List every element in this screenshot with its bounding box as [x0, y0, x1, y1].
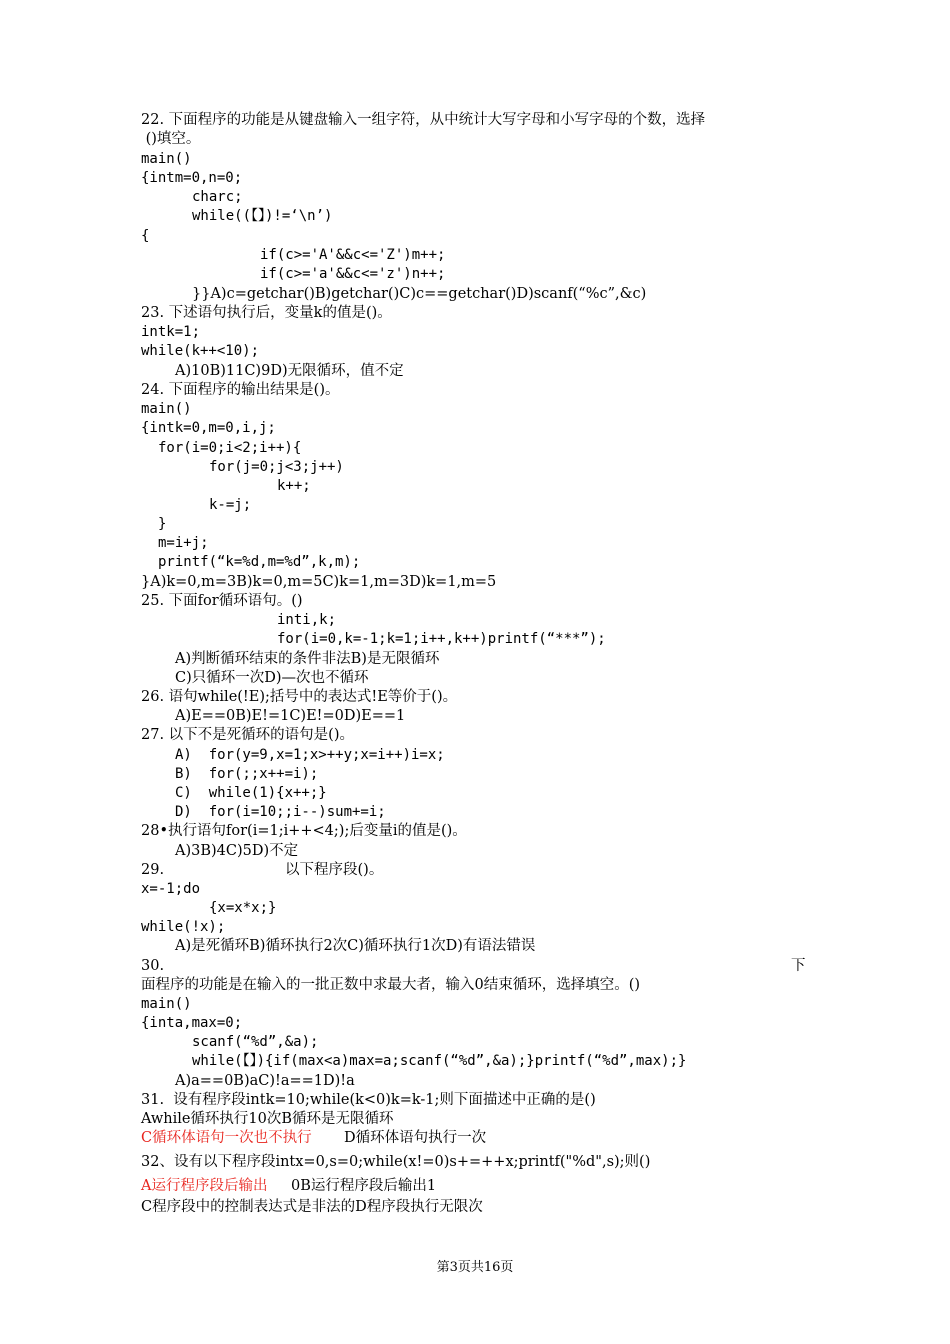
q31-options-ab: Awhile循环执行10次B循环是无限循环 [141, 1111, 394, 1127]
q32-option-b: 0B运行程序段后输出1 [291, 1178, 437, 1194]
q27-option-d: D) for(i=10;;i--)sum+=i; [175, 804, 386, 820]
code-line: if(c>='a'&&c<='z')n++; [260, 266, 446, 282]
code-line: { [141, 228, 150, 244]
q27-option-c: C) while(1){x++;} [175, 785, 327, 801]
q23-options: A)10B)11C)9D)无限循环，值不定 [175, 363, 404, 379]
code-line: inti,k; [277, 612, 337, 628]
q26-stem: 26. 语句while(!E);括号中的表达式!E等价于()。 [141, 689, 458, 705]
code-line: for(i=0;i<2;i++){ [158, 440, 302, 456]
q31-option-c: C循环体语句一次也不执行 [141, 1130, 312, 1146]
code-line: for(i=0,k=-1;k=1;i++,k++)printf(“***”); [277, 631, 606, 647]
code-line: main() [141, 996, 192, 1012]
code-line: for(j=0;j<3;j++) [209, 459, 344, 475]
code-line: printf(“k=%d,m=%d”,k,m); [158, 554, 361, 570]
code-line: {inta,max=0; [141, 1015, 243, 1031]
q27-option-a: A) for(y=9,x=1;x>++y;x=i++)i=x; [175, 747, 445, 763]
q25-options: C)只循环一次D)—次也不循环 [175, 670, 369, 686]
code-line: {intk=0,m=0,i,j; [141, 420, 276, 436]
q27-stem: 27. 以下不是死循环的语句是()。 [141, 727, 354, 743]
code-line: scanf(“%d”,&a); [192, 1034, 319, 1050]
q28-options: A)3B)4C)5D)不定 [175, 843, 299, 859]
q28-stem: 28•执行语句for(i=1;i++<4;);后变量i的值是()。 [141, 823, 467, 839]
code-line: main() [141, 151, 192, 167]
q22-stem: 22. 下面程序的功能是从键盘输入一组字符，从中统计大写字母和小写字母的个数，选择 [141, 112, 706, 128]
q24-stem: 24. 下面程序的输出结果是()。 [141, 382, 340, 398]
q30-stem: 面程序的功能是在输入的一批正数中求最大者，输入0结束循环，选择填空。() [141, 977, 641, 993]
q31-stem: 31. 设有程序段intk=10;while(k<0)k=k-1;则下面描述中正确的是() [141, 1092, 596, 1108]
q22-stem-cont: ()填空。 [141, 131, 201, 147]
q30-stem-first-char: 下 [791, 958, 806, 974]
code-line: while(!x); [141, 919, 226, 935]
code-line: x=-1;do [141, 881, 201, 897]
q31-option-d: D循环体语句执行一次 [344, 1130, 487, 1146]
q27-option-b: B) for(;;x++=i); [175, 766, 319, 782]
q30-options: A)a==0B)aC)!a==1D)!a [175, 1073, 355, 1089]
q25-stem: 25. 下面for循环语句。() [141, 593, 303, 609]
q30-number: 30. [141, 958, 165, 974]
code-line: k-=j; [209, 497, 252, 513]
code-line: charc; [192, 189, 243, 205]
code-line: main() [141, 401, 192, 417]
code-line: intk=1; [141, 324, 201, 340]
code-line: k++; [277, 478, 311, 494]
q22-options: }}A)c=getchar()B)getchar()C)c==getchar()D)scanf(“%c”,&c) [192, 286, 647, 302]
page-footer: 第3页共16页 [436, 1260, 514, 1275]
q29-number: 29. [141, 862, 165, 878]
code-line: while(【】){if(max<a)max=a;scanf(“%d”,&a);}printf(“%d”,max);} [192, 1053, 687, 1069]
q26-options: A)E==0B)E!=1C)E!=0D)E==1 [175, 708, 406, 724]
q25-options: A)判断循环结束的条件非法B)是无限循环 [175, 651, 440, 667]
q32-option-a: A运行程序段后输出 [141, 1178, 268, 1194]
q32-stem: 32、设有以下程序段intx=0,s=0;while(x!=0)s+=++x;printf("%d",s);则() [141, 1154, 651, 1170]
q24-options: }A)k=0,m=3B)k=0,m=5C)k=1,m=3D)k=1,m=5 [141, 574, 497, 590]
code-line: {x=x*x;} [209, 900, 277, 916]
code-line: m=i+j; [158, 535, 209, 551]
code-line: {intm=0,n=0; [141, 170, 243, 186]
code-line: } [158, 516, 167, 532]
code-line: while(k++<10); [141, 343, 260, 359]
q29-stem: 以下程序段()。 [285, 862, 384, 878]
code-line: while((【】)!=‘\n’) [192, 208, 333, 224]
q23-stem: 23. 下述语句执行后，变量k的值是()。 [141, 305, 392, 321]
q29-options: A)是死循环B)循环执行2次C)循环执行1次D)有语法错误 [175, 938, 536, 954]
q32-options-cd: C程序段中的控制表达式是非法的D程序段执行无限次 [141, 1199, 483, 1215]
code-line: if(c>='A'&&c<='Z')m++; [260, 247, 446, 263]
